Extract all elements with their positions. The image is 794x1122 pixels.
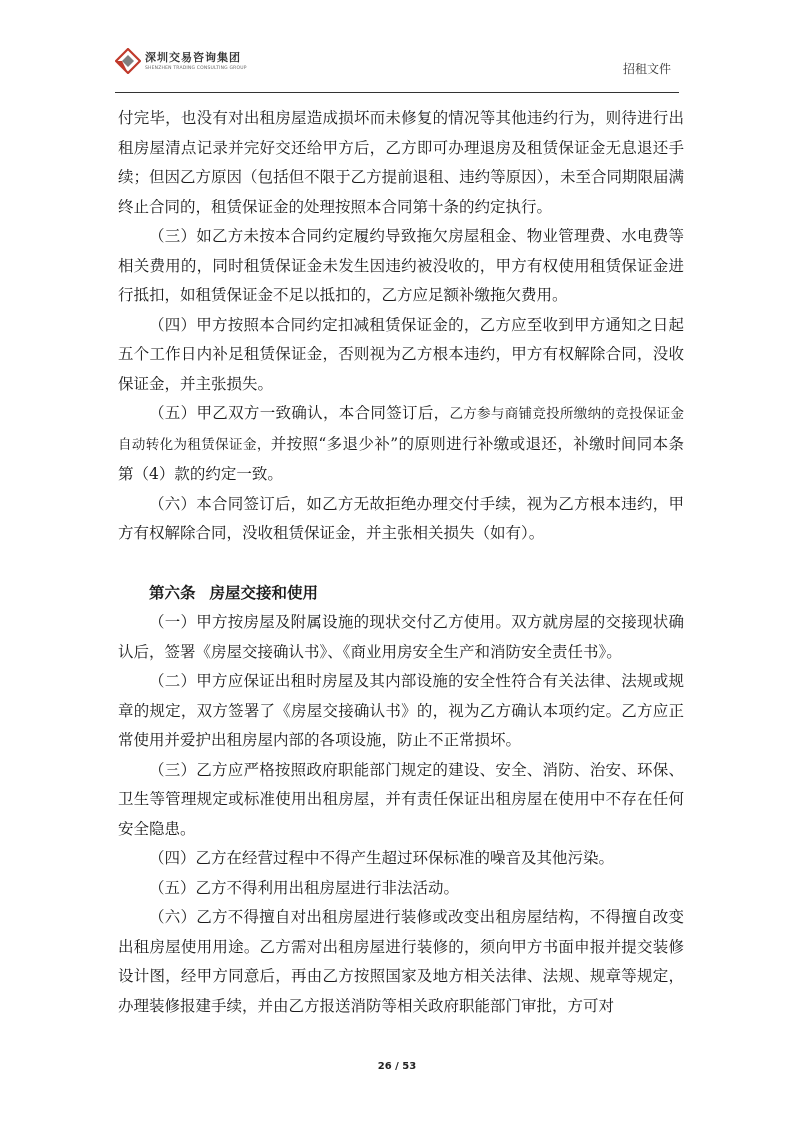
clause-5	[118, 399, 684, 490]
page-body	[118, 104, 684, 1021]
section-number: 第六条	[149, 583, 196, 602]
page-header	[115, 40, 679, 93]
clause-6: （六）本合同签订后，如乙方无故拒绝办理交付手续，视为乙方根本违约，甲方有权解除合同，没收租赁保证金，并主张相关损失（如有）。	[118, 494, 684, 542]
page-number: 26 / 53	[377, 1061, 417, 1072]
section-title: 房屋交接和使用	[209, 583, 319, 602]
clause-5-part-b: 乙方参与商铺竞投所缴纳的竞投保证金自动转化为租赁保证金，	[118, 406, 684, 453]
paragraph-continued: 付完毕，也没有对出租房屋造成损坏而未修复的情况等其他违约行为，则待进行出租房屋清点记录并完好交还给甲方后，乙方即可办理退房及租赁保证金无息退还手续；但因乙方原因（包括但不限于乙方提前退租、违约等原因），未至合同期限届满终止合同的，租赁保证金的处理按照本合同第十条的约定执行。	[118, 109, 684, 216]
clause-4: （四）甲方按照本合同约定扣减租赁保证金的，乙方应至收到甲方通知之日起五个工作日内补足租赁保证金，否则视为乙方根本违约，甲方有权解除合同，没收保证金，并主张损失。	[118, 315, 684, 393]
section-clause-4: （四）乙方在经营过程中不得产生超过环保标准的噪音及其他污染。	[149, 849, 615, 867]
company-logo	[115, 44, 247, 78]
document-type: 招租文件	[622, 62, 671, 76]
logo-mark-icon	[115, 48, 141, 74]
clause-5-part-a: （五）甲乙双方一致确认，本合同签订后，	[149, 404, 450, 422]
section-clause-5: （五）乙方不得利用出租房屋进行非法活动。	[149, 878, 460, 897]
section-clause-3: （三）乙方应严格按照政府职能部门规定的建设、安全、消防、治安、环保、卫生等管理规定或标准使用出租房屋，并有责任保证出租房屋在使用中不存在任何安全隐患。	[118, 760, 684, 838]
clause-5-part-c: 并按照“多退少补”的原则进行补缴或退还，补缴时间同本条第（4）款的约定一致。	[118, 434, 685, 483]
logo-chinese-name: 深圳交易咨询集团	[145, 50, 241, 64]
clause-3: （三）如乙方未按本合同约定履约导致拖欠房屋租金、物业管理费、水电费等相关费用的，同时租赁保证金未发生因违约被没收的，甲方有权使用租赁保证金进行抵扣，如租赁保证金不足以抵扣的，乙方应足额补缴拖欠费用。	[118, 227, 684, 304]
section-clause-1: （一）甲方按房屋及附属设施的现状交付乙方使用。双方就房屋的交接现状确认后，签署《房屋交接确认书》、《商业用房安全生产和消防安全责任书》。	[118, 613, 684, 661]
section-clause-2: （二）甲方应保证出租时房屋及其内部设施的安全性符合有关法律、法规或规章的规定，双方签署了《房屋交接确认书》的，视为乙方确认本项约定。乙方应正常使用并爱护出租房屋内部的各项设施，防止不正常损坏。	[118, 672, 684, 749]
logo-english-name: SHENZHEN TRADING CONSULTING GROUP	[145, 65, 247, 71]
section-heading	[149, 579, 684, 609]
section-clause-6: （六）乙方不得擅自对出租房屋进行装修或改变出租房屋结构，不得擅自改变出租房屋使用用途。乙方需对出租房屋进行装修的，须向甲方书面申报并提交装修设计图，经甲方同意后，再由乙方按照国家及地方相关法律、法规、规章等规定，办理装修报建手续，并由乙方报送消防等相关政府职能部门审批，方可对	[118, 908, 684, 1015]
